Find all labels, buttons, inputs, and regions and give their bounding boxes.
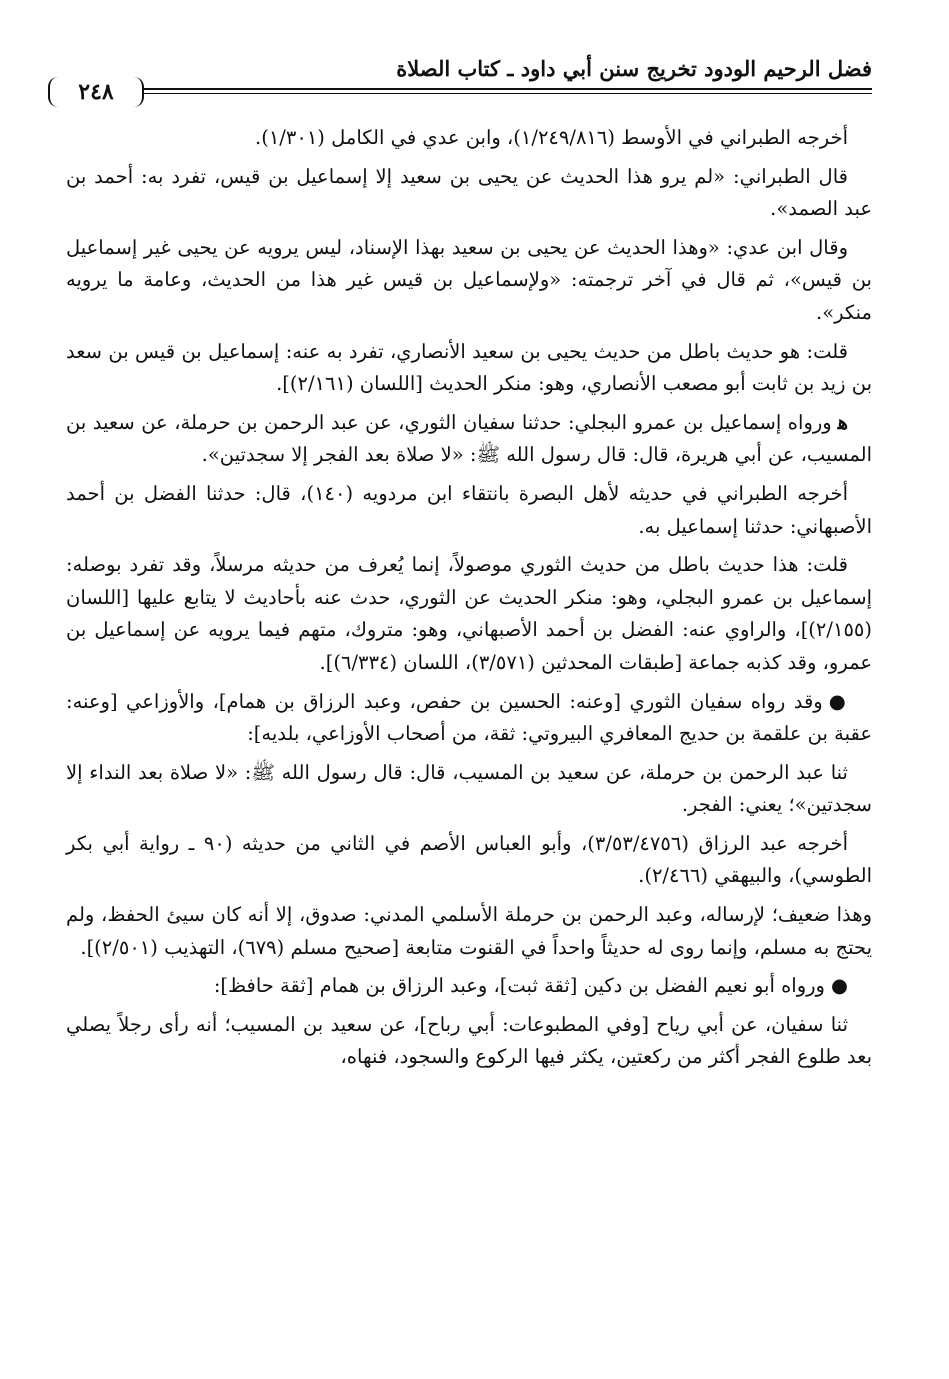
page-number: ٢٤٨ — [48, 77, 144, 107]
paragraph-text: ورواه إسماعيل بن عمرو البجلي: حدثنا سفيان الثوري، عن عبد الرحمن بن حرملة، عن سعيد بن المسيب، عن أبي هريرة، قال: قال رسول الله ﷺ: «لا صلاة بعد الفجر إلا سجدتين». — [66, 410, 872, 467]
paragraph-text: قلت: هذا حديث باطل من حديث الثوري موصولاً، إنما يُعرف من حديثه مرسلاً، وقد تفرد بوصله: إسماعيل بن عمرو البجلي، وهو: منكر الحديث عن الثوري، حدث عنه بأحاديث لا يتابع عليها [اللسان (٢/١٥٥)]، والراوي عنه: الفضل بن أحمد الأصبهاني، وهو: متروك، متهم فيما يرويه عن إسماعيل بن عمرو، وقد كذبه جماعة [طبقات المحدثين (٣/٥٧١)، اللسان (٦/٣٣٤)]. — [66, 553, 872, 674]
paragraph-text: قلت: هو حديث باطل من حديث يحيى بن سعيد الأنصاري، تفرد به عنه: إسماعيل بن قيس بن سعد بن زيد بن ثابت أبو مصعب الأنصاري، وهو: منكر الحديث [اللسان (٢/١٦١)]. — [66, 339, 872, 396]
paragraph — [66, 686, 872, 751]
paragraph-text: ثنا عبد الرحمن بن حرملة، عن سعيد بن المسيب، قال: قال رسول الله ﷺ: «لا صلاة بعد النداء إلا سجدتين»؛ يعني: الفجر. — [66, 760, 872, 817]
paragraph — [66, 122, 872, 155]
paragraph-text: أخرجه الطبراني في حديثه لأهل البصرة بانتقاء ابن مردويه (١٤٠)، قال: حدثنا الفضل بن أحمد الأصبهاني: حدثنا إسماعيل به. — [66, 481, 872, 538]
paragraph — [66, 1009, 872, 1074]
running-title: فضل الرحيم الودود تخريج سنن أبي داود ـ كتاب الصلاة — [396, 56, 872, 81]
header-rule — [66, 88, 872, 90]
paragraph — [66, 970, 872, 1003]
paragraph — [66, 232, 872, 330]
paragraph — [66, 549, 872, 679]
paragraph — [66, 336, 872, 401]
paragraph — [66, 407, 872, 472]
page-header — [66, 52, 872, 112]
paragraph — [66, 161, 872, 226]
paragraph-text: قال الطبراني: «لم يرو هذا الحديث عن يحيى بن سعيد إلا إسماعيل بن قيس، تفرد به: أحمد بن عبد الصمد». — [66, 164, 872, 221]
paragraph-text: ثنا سفيان، عن أبي رياح [وفي المطبوعات: أبي رباح]، عن سعيد بن المسيب؛ أنه رأى رجلاً يصلي بعد طلوع الفجر أكثر من ركعتين، يكثر فيها الركوع والسجود، فنهاه، — [66, 1012, 872, 1069]
paragraph — [66, 478, 872, 543]
body-text — [66, 122, 872, 1080]
paragraph — [66, 757, 872, 822]
bullet-marker: ● — [828, 689, 848, 713]
paragraph — [66, 828, 872, 893]
paragraph — [66, 899, 872, 964]
paragraph-text: وقال ابن عدي: «وهذا الحديث عن يحيى بن سعيد بهذا الإسناد، ليس يرويه عن يحيى غير إسماعيل بن قيس»، ثم قال في آخر ترجمته: «ولإسماعيل بن قيس غير هذا من الحديث، وعامة ما يرويه منكر». — [66, 235, 872, 324]
bullet-marker: ﻫ — [837, 410, 848, 434]
paragraph-text: وهذا ضعيف؛ لإرساله، وعبد الرحمن بن حرملة الأسلمي المدني: صدوق، إلا أنه كان سيئ الحفظ، ولم يحتج به مسلم، وإنما روى له حديثاً واحداً في القنوت متابعة [صحيح مسلم (٦٧٩)، التهذيب (٢/٥٠١)]. — [66, 903, 872, 959]
paragraph-text: وقد رواه سفيان الثوري [وعنه: الحسين بن حفص، وعبد الرزاق بن همام]، والأوزاعي [وعنه: عقبة بن علقمة بن حديج المعافري البيروتي: ثقة، من أصحاب الأوزاعي، بلديه]: — [66, 689, 872, 746]
paragraph-text: أخرجه عبد الرزاق (٣/٥٣/٤٧٥٦)، وأبو العباس الأصم في الثاني من حديثه (٩٠ ـ رواية أبي بكر الطوسي)، والبيهقي (٢/٤٦٦). — [66, 831, 872, 888]
paragraph-text: أخرجه الطبراني في الأوسط (١/٢٤٩/٨١٦)، وابن عدي في الكامل (١/٣٠١). — [255, 126, 848, 149]
header-rule-thin — [66, 93, 872, 94]
paragraph-text: ورواه أبو نعيم الفضل بن دكين [ثقة ثبت]، وعبد الرزاق بن همام [ثقة حافظ]: — [213, 974, 825, 998]
bullet-marker: ● — [830, 974, 848, 998]
